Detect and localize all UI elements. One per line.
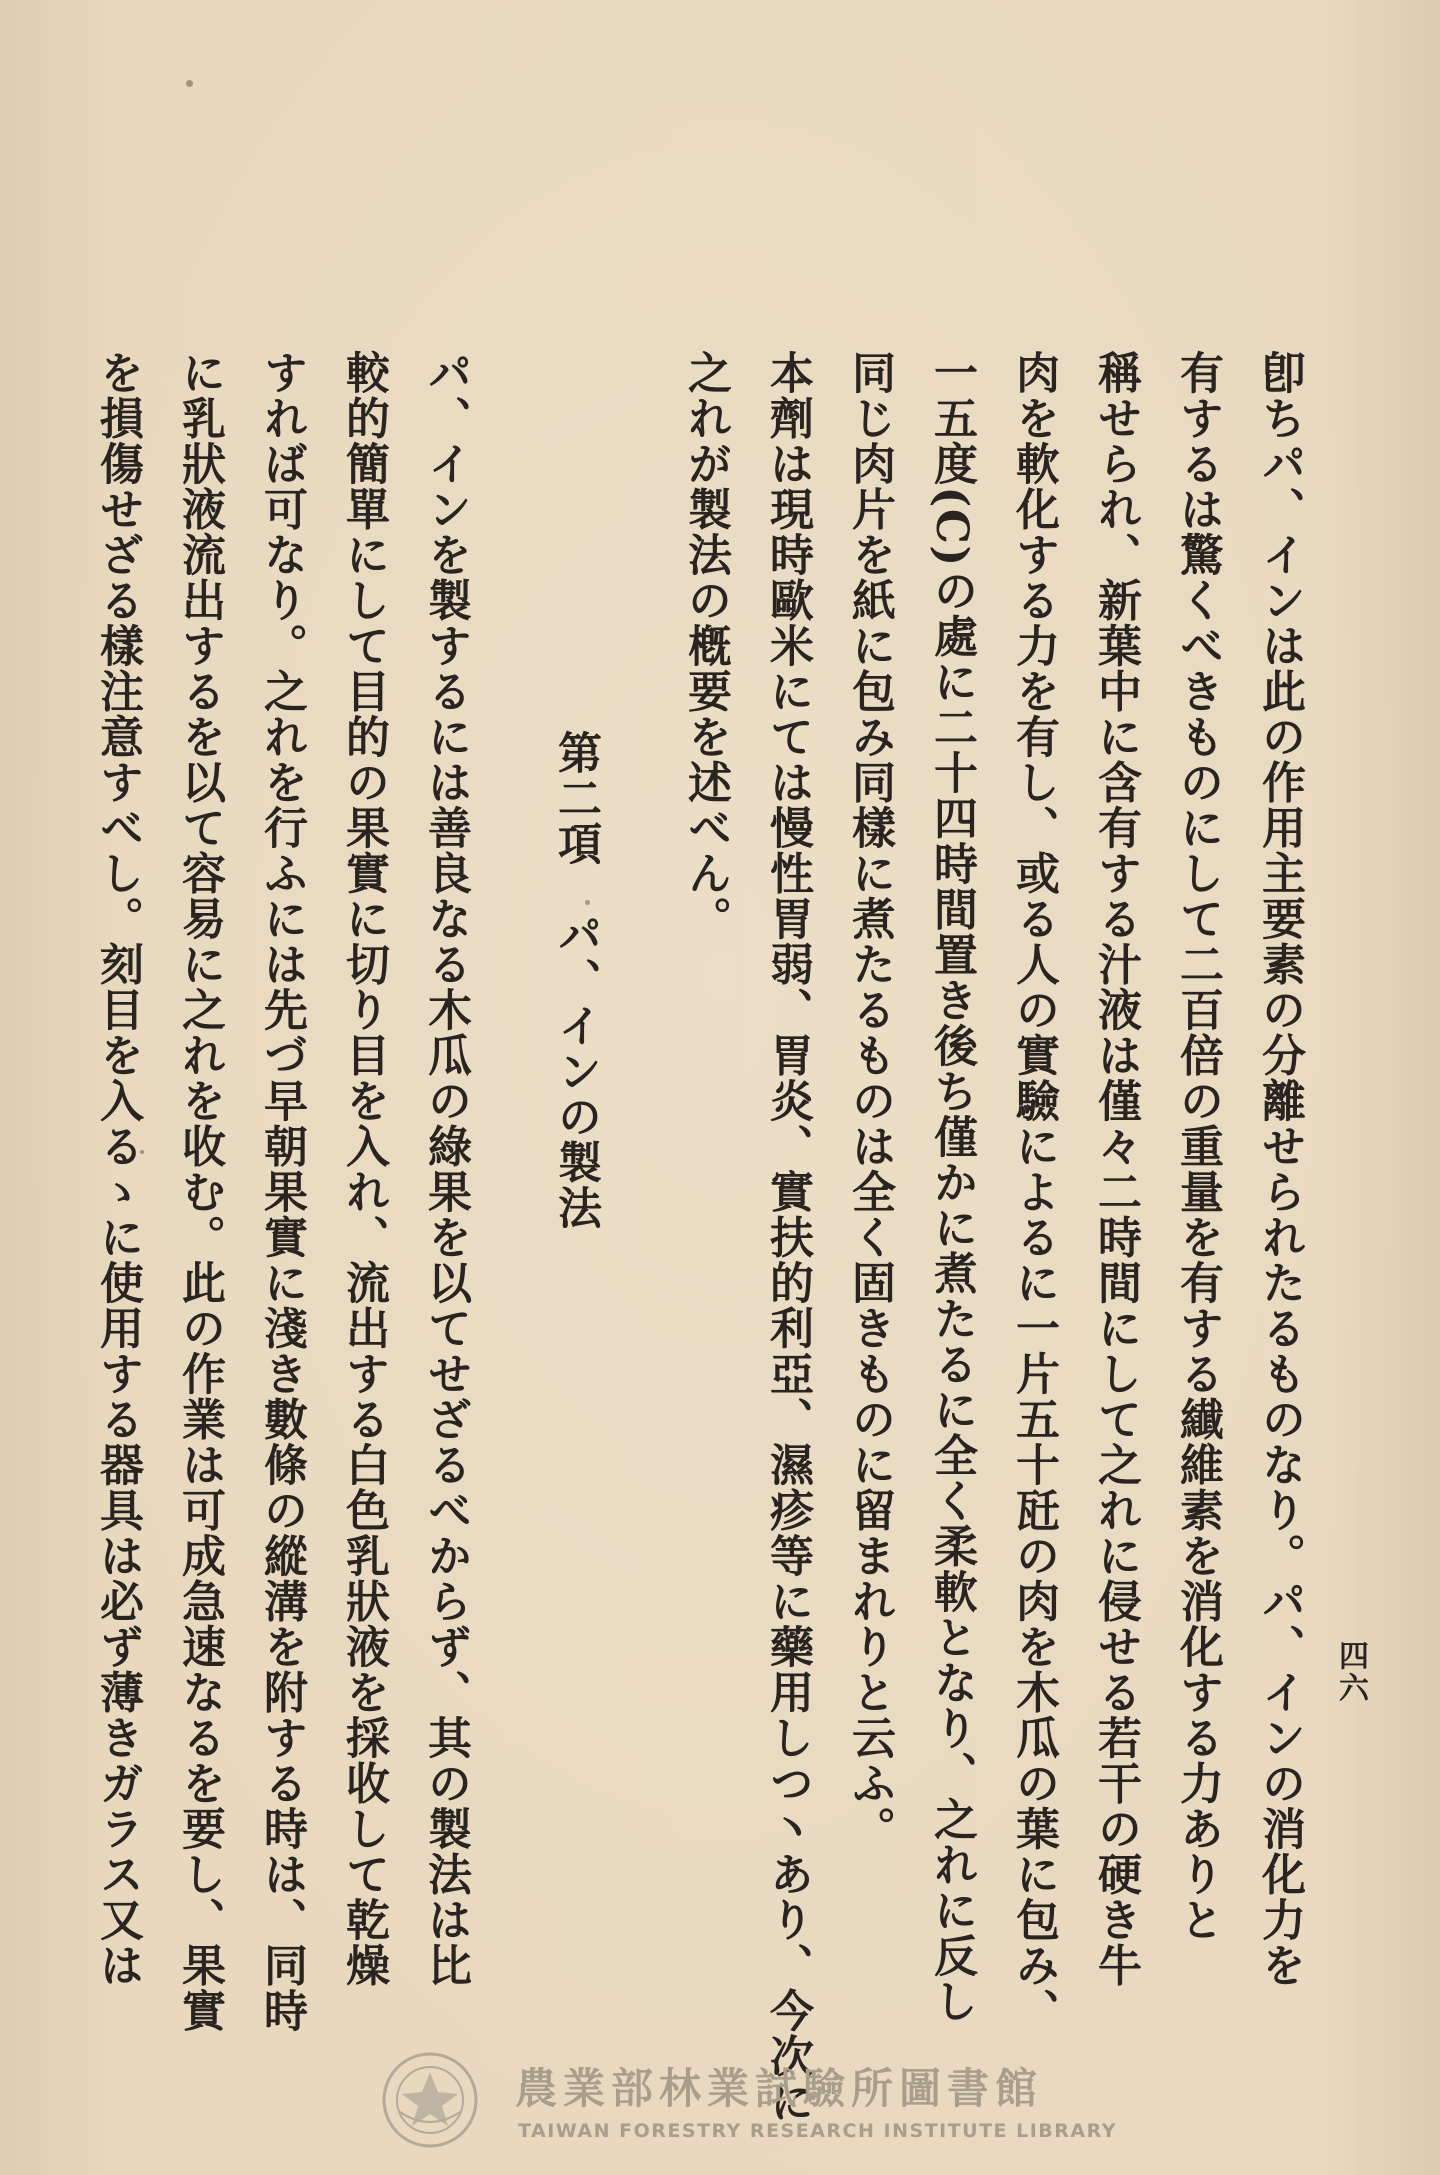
text-column: 之れが製法の槪要を述べん。 xyxy=(680,350,731,942)
library-seal-icon xyxy=(380,2050,480,2150)
library-name-zh: 農業部林業試驗所圖書館 xyxy=(515,2064,1044,2113)
text-column: 一五度(C)の處に二十四時間置き後ち僅かに煮たるに全く柔軟となり、之れに反し xyxy=(926,350,977,2024)
text-column: 本劑は現時歐米にては慢性胃弱、胃炎、實扶的利亞、濕疹等に藥用しつ丶あり、今次に xyxy=(762,350,813,2125)
section-heading: 第二項 パ、インの製法 xyxy=(550,730,601,1231)
text-column: すれば可なり。之れを行ふには先づ早朝果實に淺き數條の縱溝を附する時は、同時 xyxy=(256,350,307,2034)
text-column: 較的簡單にして目的の果實に切り目を入れ、流出する白色乳狀液を採收して乾燥 xyxy=(338,350,389,1988)
text-column: 稱せられ、新葉中に含有する汁液は僅々二時間にして之れに侵せる若干の硬き牛 xyxy=(1090,350,1141,1988)
page-number: 四六 xyxy=(1333,1640,1368,1704)
text-column: 有するは驚くべきものにして二百倍の重量を有する纎維素を消化する力ありと xyxy=(1172,350,1223,1943)
text-column: 肉を軟化する力を有し、或る人の實驗によるに一片五十瓩の肉を木瓜の葉に包み、 xyxy=(1008,350,1059,2034)
text-column: に乳狀液流出するを以て容易に之れを收む。此の作業は可成急速なるを要し、果實 xyxy=(174,350,225,2034)
text-column: パ、インを製するには善良なる木瓜の綠果を以てせざるべからず、其の製法は比 xyxy=(420,350,471,1988)
text-column: 卽ちパ、インは此の作用主要素の分離せられたるものなり。パ、インの消化力を xyxy=(1254,350,1305,1988)
text-column: 同じ肉片を紙に包み同樣に煮たるものは全く固きものに留まれりと云ふ。 xyxy=(844,350,895,1852)
paper-speck xyxy=(186,80,193,87)
library-watermark xyxy=(380,2050,1117,2160)
library-name-en: TAIWAN FORESTRY RESEARCH INSTITUTE LIBRARY xyxy=(518,2120,1117,2142)
text-column: を損傷せざる樣注意すべし。刻目を入るゝに使用する器具は必ず薄きガラス又は xyxy=(92,350,143,1988)
